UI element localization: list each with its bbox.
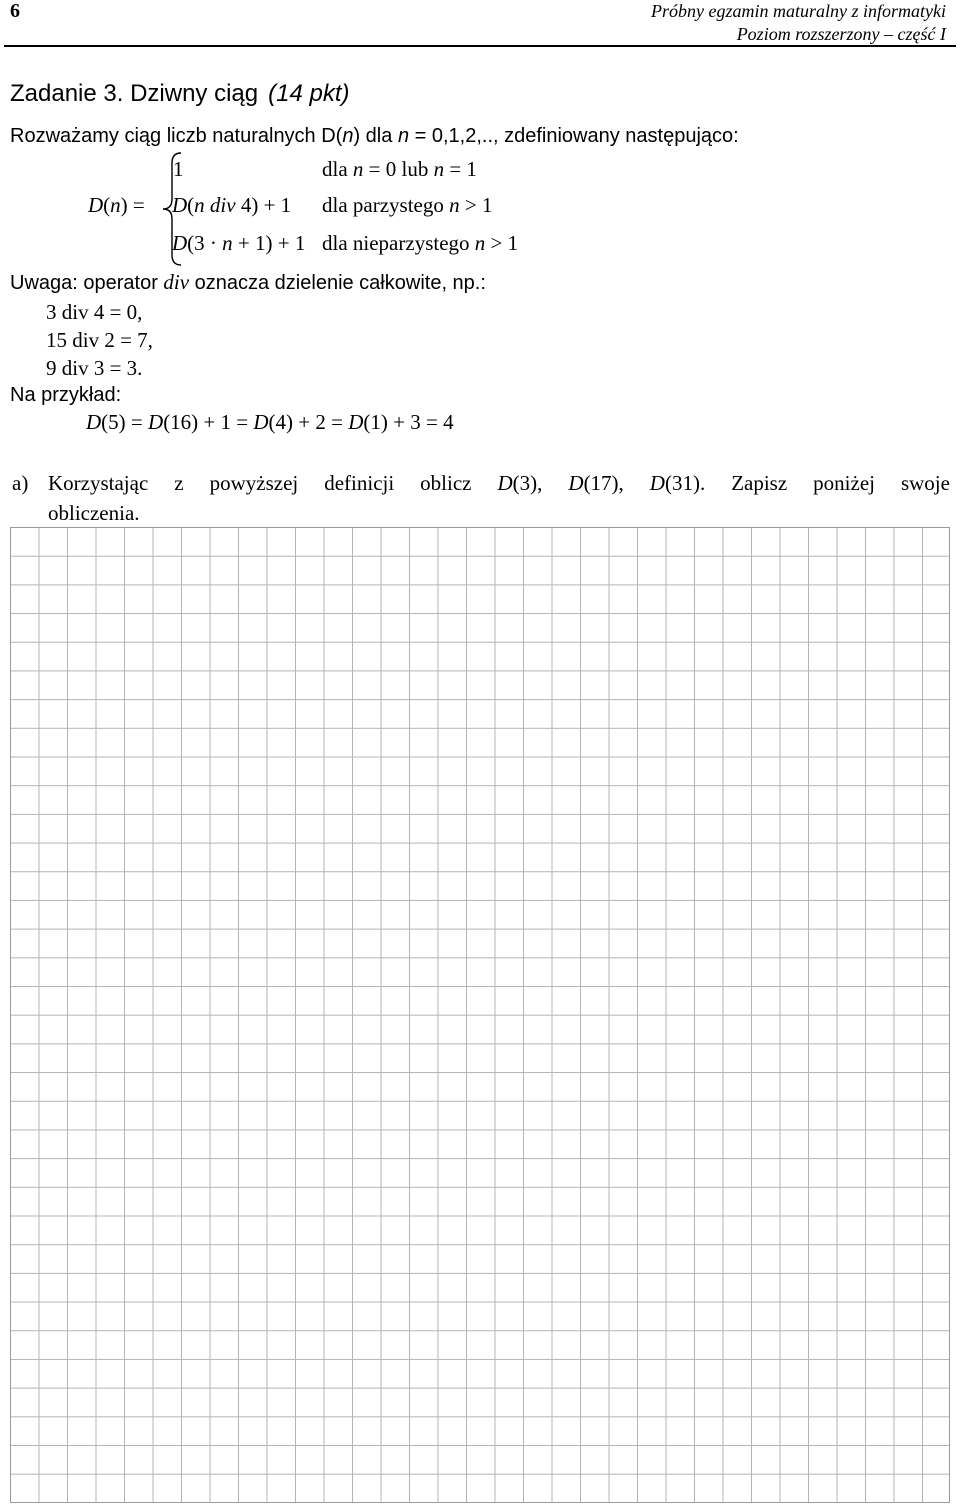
formula-row3-condition [322,231,518,256]
row3-fn: D [172,231,188,255]
exam-title: Próbny egzamin maturalny z informatyki [651,1,946,21]
formula-row1-condition [322,157,477,182]
note-before: Uwaga: operator [10,272,164,294]
row3-cond: dla nieparzystego [322,231,475,255]
part-a-question [12,468,950,528]
example-label: Na przykład: [10,384,122,406]
example-formula [86,410,454,435]
div-operator-note [10,270,486,295]
row1-cond-n1: n [352,157,364,181]
part-a-label: a) [12,471,29,495]
part-a-a3: (31). Zapisz poniżej swoje [664,471,950,495]
part-a-a1: (3), [512,471,569,495]
example-p1: (5) = [101,410,149,434]
note-operator: div [163,270,190,294]
formula-lhs-rest: ) = [120,193,145,217]
answer-grid[interactable] [10,527,950,1503]
example-p2: (16) + 1 = [163,410,254,434]
example-d1: D [86,410,102,434]
formula-lhs-paren: ( [103,193,111,217]
page-number: 6 [10,0,20,22]
div-example-2: 15 div 2 = 7, [46,328,153,352]
row3-cond-rest: > 1 [485,231,519,255]
intro-text-1: Rozważamy ciąg liczb naturalnych D( [10,125,343,147]
task-intro [10,125,739,148]
row1-cond-a: dla [322,157,353,181]
formula-row2-condition [322,193,492,218]
example-p3: (4) + 2 = [268,410,349,434]
row3-cond-n: n [474,231,486,255]
example-d3: D [253,410,269,434]
row1-cond-c: = 1 [444,157,477,181]
part-a-d2: D [568,471,584,495]
row2-cond-n: n [449,193,460,217]
exam-level: Poziom rozszerzony – część I [736,24,946,44]
formula-row3-value [172,231,305,256]
header-divider [4,45,956,47]
part-a-a2: (17), [583,471,650,495]
div-example-1: 3 div 4 = 0, [46,300,143,324]
example-d4: D [348,410,364,434]
task-title [10,80,350,108]
part-a-t1: Korzystając z powyższej definicji oblicz [48,471,498,495]
row2-cond-rest: > 1 [459,193,493,217]
part-a-d1: D [497,471,513,495]
formula-row2-value [172,193,291,218]
row2-fn: D [172,193,188,217]
intro-text-2: ) dla [353,125,398,147]
intro-var-n2: n [397,125,410,147]
div-example-3: 9 div 3 = 3. [46,356,143,380]
intro-var-n: n [342,125,354,147]
formula-lhs-fn: D [88,193,104,217]
row1-cond-n2: n [433,157,445,181]
formula-row1-value: 1 [173,157,184,181]
task-points: (14 pkt) [268,80,350,107]
example-p4: (1) + 3 = 4 [363,410,454,434]
note-after: oznacza dzielenie całkowite, np.: [189,272,486,294]
row2-cond: dla parzystego [322,193,450,217]
intro-text-3: = 0,1,2,.., zdefiniowany następująco: [409,125,739,147]
row1-cond-b: = 0 lub [363,157,434,181]
formula-lhs-arg: n [110,193,121,217]
part-a-text-line2: obliczenia. [48,501,140,525]
row2-n-div: n div [194,193,236,217]
row2-open: ( [187,193,195,217]
part-a-d3: D [649,471,665,495]
exam-header [651,0,946,46]
row3-n: n [222,231,233,255]
row3-open: (3 · [187,231,223,255]
part-a-text-line1 [48,468,950,498]
row2-rest: 4) + 1 [235,193,292,217]
formula-lhs [88,193,145,218]
row3-rest: + 1) + 1 [232,231,306,255]
task-title-text: Zadanie 3. Dziwny ciąg [10,80,259,107]
example-d2: D [148,410,164,434]
